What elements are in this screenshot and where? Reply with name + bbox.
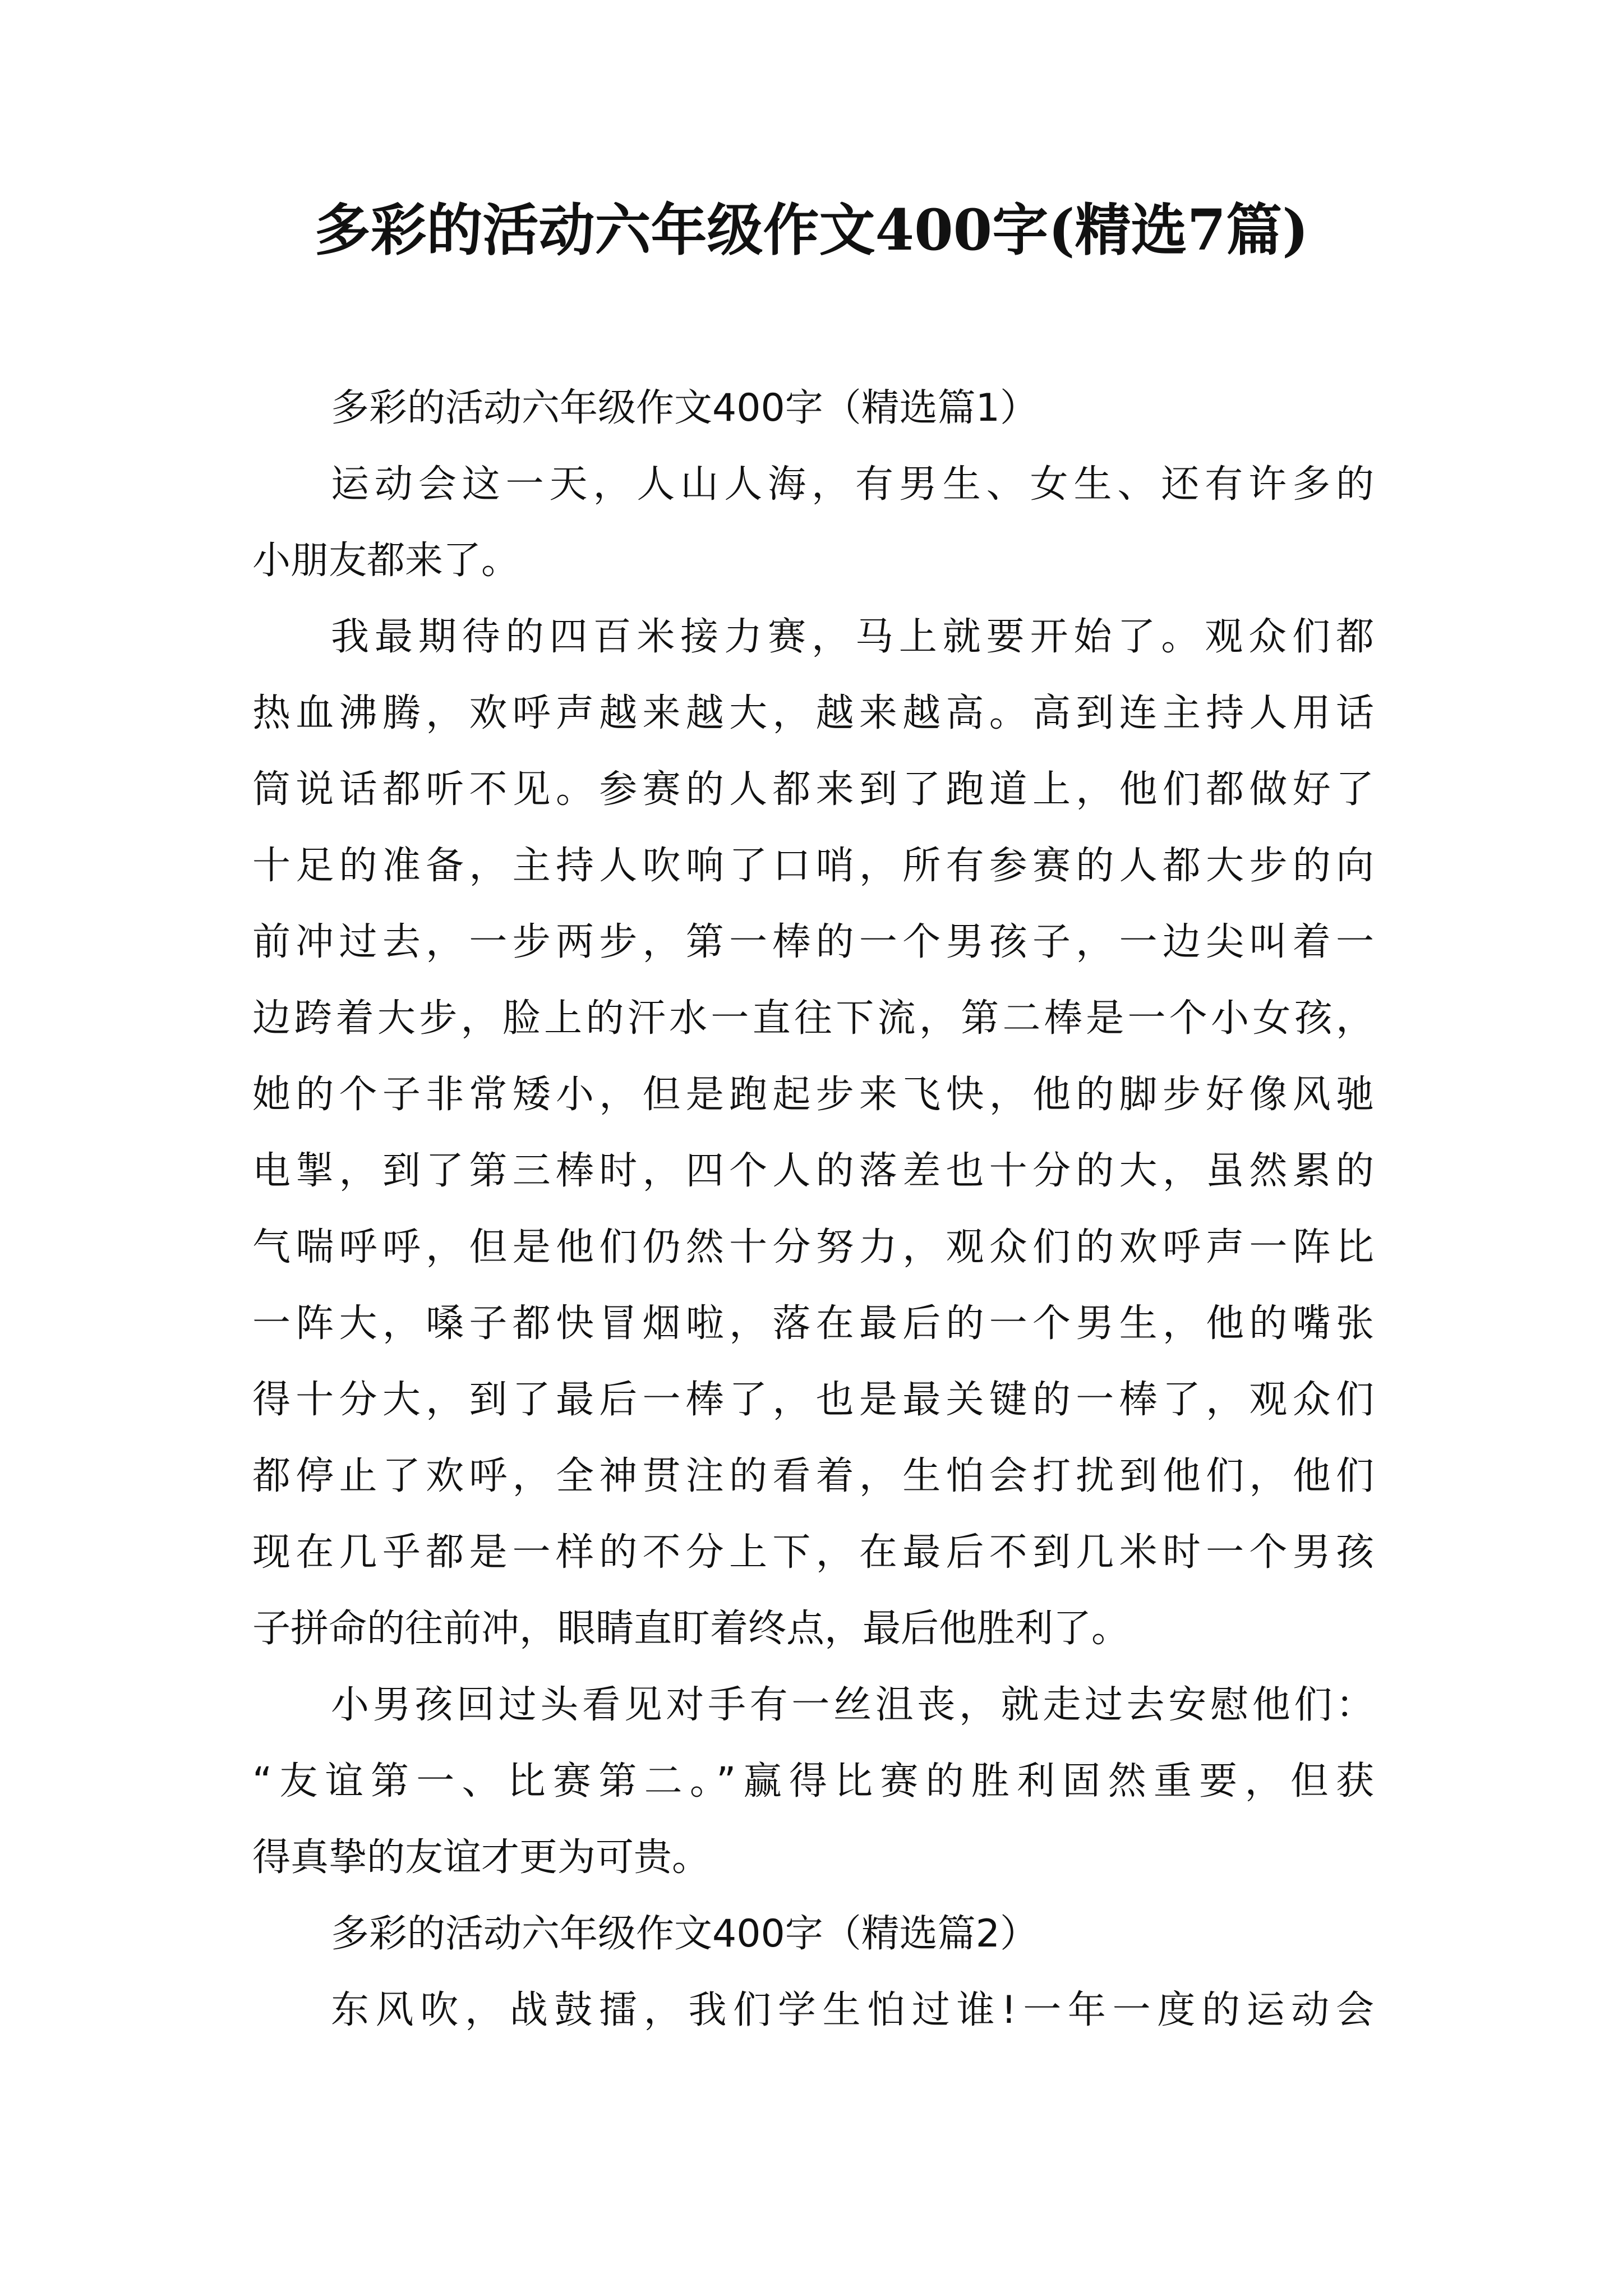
text-line: 边跨着大步，脸上的汗水一直往下流，第二棒是一个小女孩，	[252, 996, 1374, 1041]
text-line: 运动会这一天，人山人海，有男生、女生、还有许多的	[331, 462, 1374, 507]
text-line: 她的个子非常矮小，但是跑起步来飞快，他的脚步好像风驰	[252, 1073, 1374, 1117]
text-line: 得十分大，到了最后一棒了，也是最关键的一棒了，观众们	[252, 1378, 1374, 1422]
text-line: 我最期待的四百米接力赛，马上就要开始了。观众们都	[331, 615, 1374, 659]
text-line: 多彩的活动六年级作文400字（精选篇1）	[331, 386, 1039, 430]
text-line: 十足的准备，主持人吹响了口哨，所有参赛的人都大步的向	[252, 844, 1374, 888]
document-title: 多彩的活动六年级作文400字(精选7篇)	[314, 197, 1309, 263]
text-line: 得真挚的友谊才更为可贵。	[252, 1835, 711, 1880]
text-line: 现在几乎都是一样的不分上下，在最后不到几米时一个男孩	[252, 1530, 1374, 1575]
text-line: “友谊第一、比赛第二。”赢得比赛的胜利固然重要，但获	[252, 1759, 1374, 1803]
text-line: 热血沸腾，欢呼声越来越大，越来越高。高到连主持人用话	[252, 691, 1374, 735]
text-line: 多彩的活动六年级作文400字（精选篇2）	[331, 1912, 1039, 1956]
text-line: 子拼命的往前冲，眼睛直盯着终点，最后他胜利了。	[252, 1607, 1130, 1651]
text-line: 气喘呼呼，但是他们仍然十分努力，观众们的欢呼声一阵比	[252, 1225, 1374, 1269]
text-line: 筒说话都听不见。参赛的人都来到了跑道上，他们都做好了	[252, 767, 1374, 812]
text-line: 前冲过去，一步两步，第一棒的一个男孩子，一边尖叫着一	[252, 920, 1374, 964]
text-line: 电掣，到了第三棒时，四个人的落差也十分的大，虽然累的	[252, 1149, 1374, 1193]
text-line: 小朋友都来了。	[252, 539, 520, 583]
text-line: 东风吹，战鼓擂，我们学生怕过谁!一年一度的运动会	[331, 1988, 1374, 2032]
text-line: 一阵大，嗓子都快冒烟啦，落在最后的一个男生，他的嘴张	[252, 1301, 1374, 1346]
text-line: 都停止了欢呼，全神贯注的看着，生怕会打扰到他们，他们	[252, 1454, 1374, 1498]
text-line: 小男孩回过头看见对手有一丝沮丧，就走过去安慰他们：	[331, 1683, 1374, 1727]
